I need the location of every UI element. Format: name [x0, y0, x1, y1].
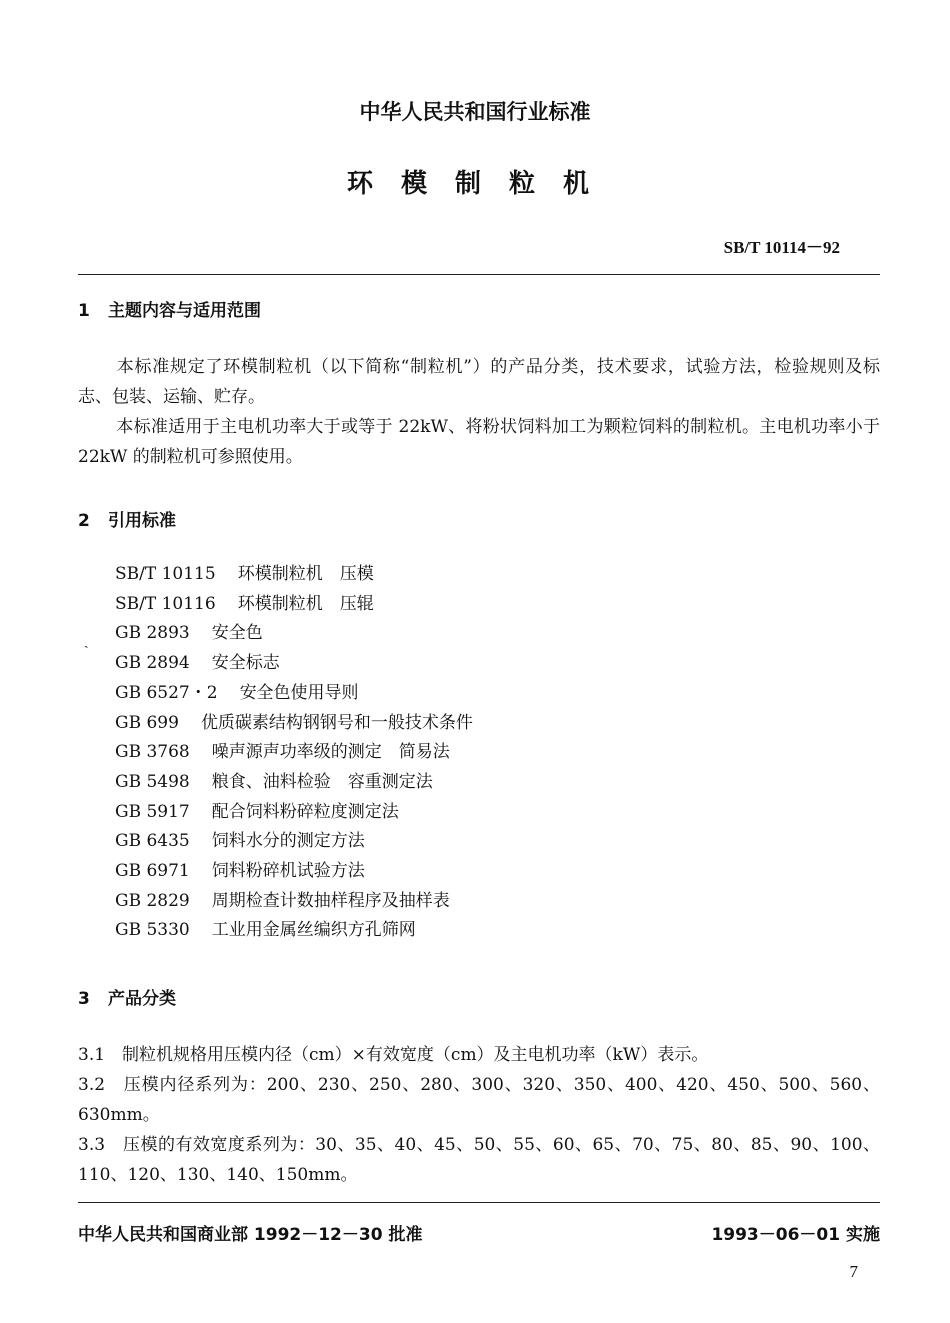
reference-code: GB 6971 — [115, 861, 190, 882]
reference-item — [115, 916, 473, 946]
reference-item — [115, 649, 473, 679]
approval-note: 中华人民共和国商业部 1992－12－30 批准 — [78, 1225, 423, 1245]
reference-code: GB 6527・2 — [115, 682, 218, 703]
reference-code: SB/T 10115 — [115, 564, 216, 584]
reference-item — [115, 560, 473, 590]
section-2-heading — [78, 506, 176, 531]
reference-code: SB/T 10116 — [115, 593, 216, 614]
section-1-number: 1 — [78, 301, 90, 321]
reference-title: 环模制粒机 压辊 — [237, 593, 374, 614]
section-1-heading — [78, 296, 261, 321]
section-2-number: 2 — [78, 511, 90, 531]
reference-code: GB 699 — [115, 712, 179, 733]
reference-item — [115, 679, 473, 709]
reference-code: GB 5917 — [115, 801, 190, 822]
reference-list — [115, 560, 473, 946]
reference-title: 安全标志 — [211, 653, 280, 674]
section-1-paragraph-1 — [78, 352, 880, 412]
reference-title: 饲料粉碎机试验方法 — [211, 861, 365, 882]
reference-title: 环模制粒机 压模 — [237, 564, 374, 584]
page-number: 7 — [849, 1262, 858, 1281]
section-3-heading — [78, 984, 176, 1009]
clause-3-2: 3.2 压模内径系列为：200、230、250、280、300、320、350、400、420、450、500、560、630mm。 — [78, 1075, 880, 1125]
reference-code: GB 5330 — [115, 920, 190, 941]
reference-title: 工业用金属丝编织方孔筛网 — [211, 920, 416, 941]
section-3-title: 产品分类 — [108, 989, 176, 1009]
scan-mark: ˏ — [84, 633, 89, 649]
section-3-number: 3 — [78, 989, 90, 1009]
reference-title: 噪声源声功率级的测定 简易法 — [211, 742, 450, 763]
section-1-paragraph-1-text: 本标准规定了环模制粒机（以下简称“制粒机”）的产品分类，技术要求，试验方法，检验规则及标志、包装、运输、贮存。 — [78, 357, 880, 407]
org-title: 中华人民共和国行业标准 — [359, 100, 591, 124]
reference-code: GB 2894 — [115, 653, 190, 674]
reference-item — [115, 619, 473, 649]
reference-item — [115, 827, 473, 857]
effective-date: 1993－06－01 实施 — [711, 1225, 880, 1245]
reference-title: 饲料水分的测定方法 — [211, 831, 365, 852]
document-title: 环模制粒机 — [346, 169, 617, 199]
standard-code: SB/T 10114－92 — [723, 238, 840, 257]
reference-code: GB 6435 — [115, 831, 190, 852]
section-1-paragraph-2-text: 本标准适用于主电机功率大于或等于 22kW、将粉状饲料加工为颗粒饲料的制粒机。主电机功率小于 22kW 的制粒机可参照使用。 — [78, 417, 880, 467]
clause-3-1: 3.1 制粒机规格用压模内径（cm）×有效宽度（cm）及主电机功率（kW）表示。 — [78, 1045, 709, 1065]
reference-item — [115, 857, 473, 887]
section-2-title: 引用标准 — [108, 511, 176, 531]
reference-title: 配合饲料粉碎粒度测定法 — [211, 801, 399, 822]
reference-item — [115, 709, 473, 739]
reference-title: 安全色使用导则 — [239, 682, 359, 703]
reference-item — [115, 768, 473, 798]
reference-title: 优质碳素结构钢钢号和一般技术条件 — [200, 712, 473, 733]
reference-code: GB 3768 — [115, 742, 190, 763]
reference-code: GB 2893 — [115, 623, 190, 644]
header-divider — [78, 274, 880, 275]
reference-item — [115, 887, 473, 917]
section-1-paragraph-2 — [78, 412, 880, 472]
reference-title: 粮食、油料检验 容重测定法 — [211, 771, 433, 792]
section-1-title: 主题内容与适用范围 — [108, 301, 261, 321]
reference-title: 周期检查计数抽样程序及抽样表 — [211, 890, 450, 911]
reference-title: 安全色 — [211, 623, 263, 644]
reference-item — [115, 738, 473, 768]
reference-code: GB 2829 — [115, 890, 190, 911]
reference-item — [115, 798, 473, 828]
clause-3-3: 3.3 压模的有效宽度系列为：30、35、40、45、50、55、60、65、70、75、80、85、90、100、110、120、130、140、150mm。 — [78, 1135, 880, 1185]
reference-item — [115, 590, 473, 620]
reference-code: GB 5498 — [115, 771, 190, 792]
footer-divider — [78, 1202, 880, 1203]
